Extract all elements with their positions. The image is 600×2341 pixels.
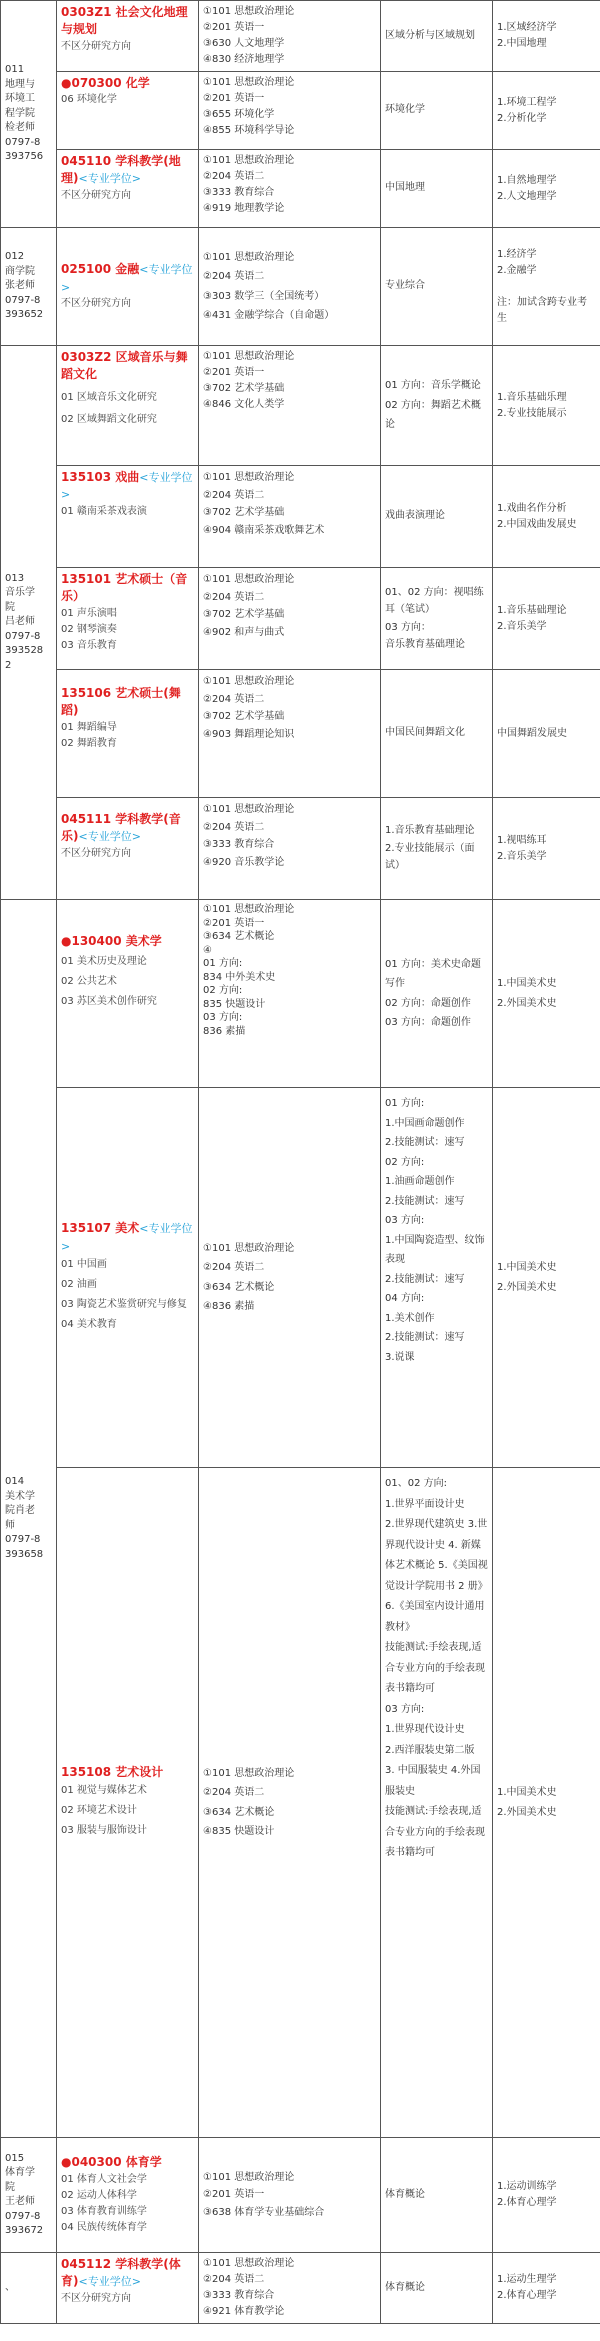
extra-exam-cell <box>493 798 600 900</box>
retest-subject-cell <box>381 346 493 466</box>
exam-subjects-cell <box>199 670 381 798</box>
extra-exam-subject: 2.音乐美学 <box>497 620 547 632</box>
retest-subject: 2.技能测试：速写 <box>385 1332 465 1343</box>
exam-subjects-cell <box>199 466 381 568</box>
major-cell <box>57 2138 199 2253</box>
extra-exam-subject: 2.外国美术史 <box>497 1806 557 1818</box>
retest-subject: 环境化学 <box>385 104 425 116</box>
major-cell <box>57 466 199 568</box>
exam-subject: ③634 艺术概论 <box>203 931 275 942</box>
degree-tag: <专业学位> <box>61 471 193 502</box>
extra-exam-subject: 2.金融学 <box>497 264 537 276</box>
retest-subject-cell <box>381 2253 493 2324</box>
college-code: 011 <box>5 64 25 76</box>
college-cell-014 <box>1 900 57 2138</box>
retest-subject: 区域分析与区域规划 <box>385 29 475 41</box>
college-name: 院 <box>5 601 15 613</box>
exam-subject: ①101 思想政治理论 <box>203 6 295 17</box>
college-cell-015 <box>1 2138 57 2253</box>
college-mark: 、 <box>5 2281 15 2293</box>
research-direction: 不区分研究方向 <box>61 847 131 859</box>
degree-tag: <专业学位> <box>61 263 193 294</box>
table-row <box>1 1088 600 1468</box>
degree-tag: <专业学位> <box>61 1222 193 1253</box>
exam-subject: ②204 英语二 <box>203 489 265 501</box>
major-title: ●130400 美术学 <box>61 934 162 948</box>
exam-subjects-cell <box>199 798 381 900</box>
extra-exam-subject: 1.运动生理学 <box>497 2274 557 2285</box>
college-phone: 393672 <box>5 2225 44 2236</box>
retest-subject: 02 方向：舞蹈艺术概论 <box>385 399 481 431</box>
highlight-dot-icon: ● <box>61 934 72 948</box>
exam-subject: 836 素描 <box>203 1025 246 1037</box>
major-title: 045111 学科教学(音乐)<专业学位> <box>61 812 181 844</box>
research-direction: 01 舞蹈编导 <box>61 721 117 733</box>
research-direction: 不区分研究方向 <box>61 189 131 201</box>
research-direction: 03 服装与服饰设计 <box>61 1825 147 1837</box>
exam-subjects-cell <box>199 2138 381 2253</box>
exam-subject: ④921 体育教学论 <box>203 2306 285 2317</box>
exam-subjects-cell <box>199 1468 381 2138</box>
college-phone: 393652 <box>5 309 44 321</box>
table-row <box>1 670 600 798</box>
retest-subject: 6.《美国室内设计通用教材》 <box>385 1601 485 1633</box>
retest-subject-cell <box>381 568 493 670</box>
exam-subject: 01 方向: <box>203 958 243 969</box>
table-row <box>1 1468 600 2138</box>
extra-exam-subject: 2.人文地理学 <box>497 190 557 202</box>
table-row <box>1 2253 600 2324</box>
extra-exam-subject: 1.环境工程学 <box>497 96 557 108</box>
retest-subject: 02 方向：命题创作 <box>385 997 471 1009</box>
major-title: 045110 学科教学(地理)<专业学位> <box>61 154 181 186</box>
table-row <box>1 346 600 466</box>
retest-subject-cell <box>381 1468 493 2138</box>
college-contact: 吕老师 <box>5 616 35 628</box>
exam-subject: 834 中外美术史 <box>203 971 276 983</box>
extra-exam-cell <box>493 1468 600 2138</box>
retest-subject-cell <box>381 798 493 900</box>
retest-subject: 体育概论 <box>385 2281 425 2293</box>
research-direction: 02 舞蹈教育 <box>61 737 117 749</box>
retest-subject-cell <box>381 1 493 72</box>
major-title: 025100 金融<专业学位> <box>61 262 193 294</box>
research-direction: 02 公共艺术 <box>61 976 117 988</box>
exam-subject: ③303 数学三（全国统考） <box>203 290 325 302</box>
research-direction: 01 美术历史及理论 <box>61 956 147 968</box>
extra-exam-subject: 2.专业技能展示 <box>497 407 567 419</box>
table-row <box>1 150 600 228</box>
college-code: 015 <box>5 2152 25 2164</box>
extra-exam-subject: 2.外国美术史 <box>497 997 557 1009</box>
retest-subject: 2.技能测试：速写 <box>385 1137 465 1148</box>
table-row <box>1 900 600 1088</box>
exam-subject: ②204 英语二 <box>203 821 265 833</box>
table-row <box>1 1 600 72</box>
retest-subject: 2.世界现代建筑史 3.世界现代设计史 4. 新媒体艺术概论 5.《美国视觉设计学院用书 2 册》 <box>385 1519 488 1592</box>
major-title: 135101 艺术硕士（音乐） <box>61 572 188 604</box>
retest-subject: 1.美术创作 <box>385 1312 435 1324</box>
retest-subject: 1.中国画命题创作 <box>385 1117 465 1129</box>
major-cell <box>57 670 199 798</box>
research-direction: 02 钢琴演奏 <box>61 623 117 635</box>
research-direction: 01 中国画 <box>61 1258 107 1270</box>
college-contact: 张老师 <box>5 280 35 292</box>
exam-subject: ①101 思想政治理论 <box>203 676 295 687</box>
exam-subject: ①101 思想政治理论 <box>203 904 295 915</box>
college-contact: 王老师 <box>5 2196 35 2207</box>
extra-exam-subject: 2.中国戏曲发展史 <box>497 518 577 530</box>
retest-subject: 1.油画命题创作 <box>385 1176 455 1187</box>
exam-subject: ③630 人文地理学 <box>203 38 285 49</box>
exam-subjects-cell <box>199 2253 381 2324</box>
extra-exam-note: 注：加试含跨专业考生 <box>497 296 587 324</box>
degree-tag: <专业学位> <box>78 2275 141 2289</box>
major-cell <box>57 150 199 228</box>
major-title: ●070300 化学 <box>61 76 150 90</box>
college-phone: 0797-8 <box>5 136 41 148</box>
major-cell <box>57 1468 199 2138</box>
exam-subject: ①101 思想政治理论 <box>203 1242 295 1254</box>
exam-subject: ④919 地理教学论 <box>203 203 285 214</box>
exam-subjects-cell <box>199 72 381 150</box>
extra-exam-subject: 2.音乐美学 <box>497 850 547 862</box>
college-phone: 393528 <box>5 645 44 657</box>
research-direction: 不区分研究方向 <box>61 40 131 52</box>
retest-subject: 中国地理 <box>385 182 425 194</box>
retest-subject: 体育概论 <box>385 2188 425 2200</box>
exam-subject: ①101 思想政治理论 <box>203 77 295 88</box>
exam-subject: ④846 文化人类学 <box>203 399 285 410</box>
retest-subject: 戏曲表演理论 <box>385 510 445 522</box>
research-direction: 03 音乐教育 <box>61 639 117 651</box>
exam-subject: ①101 思想政治理论 <box>203 2171 295 2183</box>
highlight-dot-icon: ● <box>61 76 72 90</box>
college-cell-013 <box>1 346 57 900</box>
research-direction: 01 视觉与媒体艺术 <box>61 1785 147 1797</box>
exam-subjects-cell <box>199 346 381 466</box>
exam-subject: ④904 赣南采茶戏歌舞艺术 <box>203 524 325 536</box>
retest-subject: 1.世界现代设计史 <box>385 1724 465 1735</box>
college-name: 院肖老 <box>5 1505 35 1516</box>
research-direction: 不区分研究方向 <box>61 297 131 309</box>
exam-subject: ④ <box>203 944 212 956</box>
extra-exam-subject: 1.中国美术史 <box>497 977 557 989</box>
college-cell-011 <box>1 1 57 228</box>
retest-subject-cell <box>381 72 493 150</box>
extra-exam-cell <box>493 150 600 228</box>
major-cell <box>57 1088 199 1468</box>
extra-exam-cell <box>493 900 600 1088</box>
retest-subject: 技能测试:手绘表现,适合专业方向的手绘表现表书籍均可 <box>385 1806 485 1858</box>
retest-subject-cell <box>381 466 493 568</box>
college-phone: 2 <box>5 659 12 671</box>
research-direction: 06 环境化学 <box>61 94 117 106</box>
exam-subjects-cell <box>199 568 381 670</box>
exam-subject: ③702 艺术学基础 <box>203 609 285 620</box>
exam-subject: ④836 素描 <box>203 1301 255 1312</box>
exam-subject: 03 方向: <box>203 1012 243 1023</box>
college-phone: 0797-8 <box>5 2210 41 2222</box>
retest-subject: 中国民间舞蹈文化 <box>385 727 465 739</box>
retest-subject: 2.西洋服装史第二版 <box>385 1744 475 1756</box>
exam-subjects-cell <box>199 150 381 228</box>
major-title: 045112 学科教学(体育)<专业学位> <box>61 2257 181 2289</box>
exam-subject: ④902 和声与曲式 <box>203 626 285 638</box>
exam-subject: ③333 教育综合 <box>203 839 275 850</box>
major-title: 0303Z1 社会文化地理与规划 <box>61 5 188 37</box>
extra-exam-cell <box>493 466 600 568</box>
research-direction: 02 油画 <box>61 1278 97 1290</box>
exam-subject: ②204 英语二 <box>203 591 265 603</box>
research-direction: 02 环境艺术设计 <box>61 1805 137 1817</box>
retest-subject: 1.中国陶瓷造型、纹饰表现 <box>385 1234 485 1265</box>
extra-exam-cell <box>493 670 600 798</box>
retest-subject: 01 方向：美术史命题写作 <box>385 958 481 989</box>
exam-subject: ④855 环境科学导论 <box>203 125 295 136</box>
extra-exam-subject: 2.体育心理学 <box>497 2197 557 2208</box>
highlight-dot-icon: ● <box>61 2155 72 2170</box>
exam-subject: ②201 英语一 <box>203 367 265 378</box>
exam-subject: ②204 英语二 <box>203 271 265 282</box>
college-name: 体育学 <box>5 2167 35 2178</box>
retest-subject: 04 方向: <box>385 1293 425 1304</box>
retest-subject: 03 方向： <box>385 621 431 633</box>
extra-exam-cell <box>493 1088 600 1468</box>
exam-subject: ②204 英语二 <box>203 1787 265 1798</box>
extra-exam-subject: 1.区域经济学 <box>497 22 557 33</box>
retest-subject: 3.说课 <box>385 1351 415 1363</box>
college-name: 商学院 <box>5 265 35 277</box>
retest-subject: 3. 中国服装史 4.外国服装史 <box>385 1765 481 1797</box>
research-direction: 01 体育人文社会学 <box>61 2173 147 2185</box>
exam-subject: ①101 思想政治理论 <box>203 251 295 263</box>
table-row <box>1 798 600 900</box>
exam-subject: ①101 思想政治理论 <box>203 1767 295 1779</box>
retest-subject: 2.专业技能展示（面试） <box>385 842 475 872</box>
research-direction: 03 体育教育训练学 <box>61 2205 147 2217</box>
extra-exam-cell <box>493 2138 600 2253</box>
exam-subject: ④920 音乐教学论 <box>203 856 285 868</box>
extra-exam-cell <box>493 568 600 670</box>
exam-subject: ③702 艺术学基础 <box>203 507 285 518</box>
major-title: 135107 美术<专业学位> <box>61 1221 193 1253</box>
research-direction: 02 运动人体科学 <box>61 2189 137 2201</box>
college-name: 地理与 <box>5 78 35 90</box>
exam-subject: ②204 英语二 <box>203 1262 265 1273</box>
retest-subject: 03 方向: <box>385 1215 425 1226</box>
retest-subject: 音乐教育基础理论 <box>385 639 465 650</box>
extra-exam-subject: 1.运动训练学 <box>497 2181 557 2192</box>
exam-subject: ①101 思想政治理论 <box>203 804 295 815</box>
college-code: 014 <box>5 1476 25 1487</box>
major-cell <box>57 228 199 346</box>
table-row <box>1 2138 600 2253</box>
exam-subjects-cell <box>199 900 381 1088</box>
exam-subject: ①101 思想政治理论 <box>203 2258 295 2269</box>
extra-exam-subject: 1.视唱练耳 <box>497 834 547 846</box>
exam-subject: 02 方向: <box>203 985 243 996</box>
college-phone: 0797-8 <box>5 1534 41 1545</box>
exam-subject: ②201 英语一 <box>203 917 265 929</box>
exam-subject: ④830 经济地理学 <box>203 54 285 65</box>
retest-subject: 2.技能测试：速写 <box>385 1195 465 1207</box>
major-cell <box>57 1 199 72</box>
college-phone: 393658 <box>5 1548 44 1560</box>
major-title: 135103 戏曲<专业学位> <box>61 470 193 502</box>
table-row <box>1 466 600 568</box>
research-direction: 不区分研究方向 <box>61 2292 131 2304</box>
exam-subject: ③638 体育学专业基础综合 <box>203 2206 325 2218</box>
exam-subject: ③655 环境化学 <box>203 109 275 120</box>
exam-subject: ③333 教育综合 <box>203 187 275 198</box>
research-direction: 01 区域音乐文化研究 <box>61 391 157 403</box>
college-name: 美术学 <box>5 1490 35 1502</box>
retest-subject: 专业综合 <box>385 280 425 292</box>
college-code: 012 <box>5 251 25 263</box>
extra-exam-subject: 1.戏曲名作分析 <box>497 502 567 514</box>
table-row <box>1 568 600 670</box>
extra-exam-cell <box>493 346 600 466</box>
exam-subject: ②204 英语二 <box>203 2274 265 2285</box>
retest-subject-cell <box>381 2138 493 2253</box>
extra-exam-subject: 2.分析化学 <box>497 112 547 124</box>
extra-exam-subject: 2.外国美术史 <box>497 1281 557 1293</box>
retest-subject: 01、02 方向: <box>385 1478 447 1489</box>
exam-subject: ②201 英语一 <box>203 93 265 104</box>
college-phone: 0797-8 <box>5 630 41 642</box>
exam-subject: ③702 艺术学基础 <box>203 383 285 394</box>
major-cell <box>57 568 199 670</box>
college-name: 环境工 <box>5 93 35 105</box>
retest-subject: 03 方向：命题创作 <box>385 1017 471 1028</box>
extra-exam-cell <box>493 2253 600 2324</box>
research-direction: 03 苏区美术创作研究 <box>61 996 157 1008</box>
table-row <box>1 228 600 346</box>
extra-exam-subject: 1.经济学 <box>497 248 537 260</box>
exam-subject: ①101 思想政治理论 <box>203 351 295 362</box>
extra-exam-subject: 1.音乐基础乐理 <box>497 391 567 403</box>
research-direction: 03 陶瓷艺术鉴赏研究与修复 <box>61 1298 187 1310</box>
exam-subject: ④903 舞蹈理论知识 <box>203 728 295 740</box>
extra-exam-subject: 1.中国美术史 <box>497 1786 557 1798</box>
retest-subject-cell <box>381 228 493 346</box>
major-cell <box>57 798 199 900</box>
table-row <box>1 72 600 150</box>
exam-subject: ②204 英语二 <box>203 693 265 705</box>
degree-tag: <专业学位> <box>78 830 141 844</box>
exam-subject: ③333 教育综合 <box>203 2290 275 2301</box>
exam-subject: ③702 艺术学基础 <box>203 711 285 722</box>
exam-subject: ④431 金融学综合（自命题） <box>203 310 335 321</box>
extra-exam-subject <box>497 279 596 295</box>
college-cell-012 <box>1 228 57 346</box>
retest-subject-cell <box>381 1088 493 1468</box>
extra-exam-subject: 2.体育心理学 <box>497 2290 557 2301</box>
retest-subject-cell <box>381 900 493 1088</box>
extra-exam-subject: 中国舞蹈发展史 <box>497 727 567 739</box>
research-direction: 01 声乐演唱 <box>61 607 117 619</box>
college-contact: 师 <box>5 1519 15 1531</box>
retest-subject: 01、02 方向：视唱练耳（笔试） <box>385 586 484 615</box>
retest-subject: 03 方向: <box>385 1703 425 1715</box>
research-direction: 04 美术教育 <box>61 1318 117 1330</box>
major-cell <box>57 72 199 150</box>
college-name: 程学院 <box>5 107 35 119</box>
college-name: 音乐学 <box>5 587 35 599</box>
exam-subjects-cell <box>199 1 381 72</box>
extra-exam-subject: 2.中国地理 <box>497 38 547 49</box>
research-direction: 01 赣南采茶戏表演 <box>61 505 147 517</box>
major-cell <box>57 346 199 466</box>
extra-exam-subject: 1.中国美术史 <box>497 1261 557 1273</box>
retest-subject-cell <box>381 150 493 228</box>
degree-tag: <专业学位> <box>78 172 141 186</box>
exam-subject: ②201 英语一 <box>203 22 265 33</box>
retest-subject: 01 方向: <box>385 1098 425 1109</box>
college-name: 院 <box>5 2181 15 2193</box>
college-cell-blank <box>1 2253 57 2324</box>
retest-subject-cell <box>381 670 493 798</box>
major-title: ●040300 体育学 <box>61 2155 162 2170</box>
exam-subjects-cell <box>199 228 381 346</box>
exam-subject: ①101 思想政治理论 <box>203 472 295 483</box>
retest-subject: 技能测试:手绘表现,适合专业方向的手绘表现表书籍均可 <box>385 1642 485 1694</box>
exam-subject: ③634 艺术概论 <box>203 1806 275 1818</box>
college-phone: 0797-8 <box>5 294 41 306</box>
retest-subject: 1.世界平面设计史 <box>385 1498 465 1510</box>
retest-subject: 02 方向: <box>385 1156 425 1168</box>
college-contact: 检老师 <box>5 122 35 134</box>
extra-exam-cell <box>493 1 600 72</box>
major-title: 0303Z2 区域音乐与舞蹈文化 <box>61 350 188 382</box>
retest-subject: 2.技能测试：速写 <box>385 1273 465 1285</box>
major-title: 135106 艺术硕士(舞蹈) <box>61 686 181 718</box>
exam-subject: ①101 思想政治理论 <box>203 574 295 585</box>
research-direction: 02 区域舞蹈文化研究 <box>61 413 157 425</box>
retest-subject: 1.音乐教育基础理论 <box>385 825 475 837</box>
exam-subject: ①101 思想政治理论 <box>203 155 295 166</box>
exam-subject: ④835 快题设计 <box>203 1826 275 1837</box>
college-code: 013 <box>5 572 25 584</box>
research-direction: 04 民族传统体育学 <box>61 2221 147 2233</box>
exam-subjects-cell <box>199 1088 381 1468</box>
major-cell <box>57 2253 199 2324</box>
extra-exam-subject: 1.音乐基础理论 <box>497 604 567 616</box>
retest-subject: 01 方向：音乐学概论 <box>385 380 481 392</box>
extra-exam-cell <box>493 72 600 150</box>
major-cell <box>57 900 199 1088</box>
extra-exam-subject: 1.自然地理学 <box>497 174 557 186</box>
major-title: 135108 艺术设计 <box>61 1764 164 1779</box>
exam-subject: 835 快题设计 <box>203 998 266 1010</box>
exam-subject: ③634 艺术概论 <box>203 1281 275 1293</box>
college-phone: 393756 <box>5 151 44 163</box>
exam-subject: ②204 英语二 <box>203 171 265 182</box>
extra-exam-cell <box>493 228 600 346</box>
exam-subject: ②201 英语一 <box>203 2189 265 2201</box>
